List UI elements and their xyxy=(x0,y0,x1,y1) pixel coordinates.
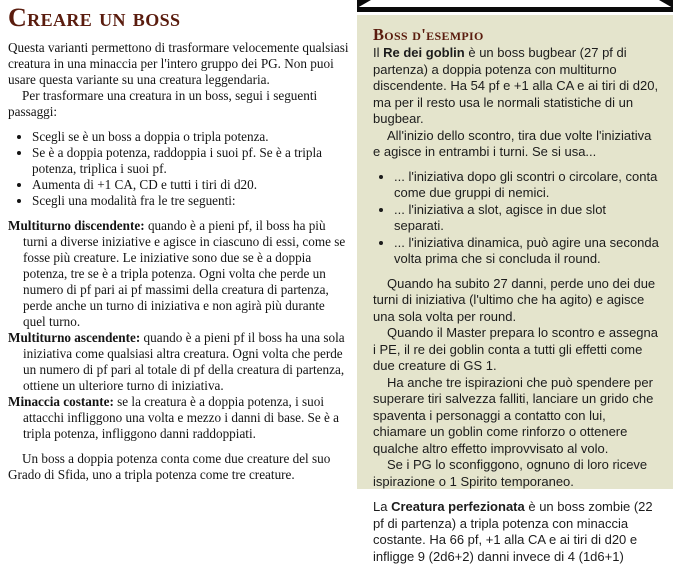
list-item: • ... l'iniziativa dopo gli scontri o circolare, conta come due gruppi di nemici. xyxy=(394,169,659,202)
mode-text: se la creatura è a doppia potenza, i suoi attacchi infliggono una volta e mezzo i danni di base. Se è a tripla potenza, infliggono danni raddoppiati. xyxy=(23,394,340,441)
initiative-lead-paragraph: All'inizio dello scontro, tira due volte l'iniziativa e agisce in entrambi i turni. Se si usa... xyxy=(373,127,652,159)
intro-paragraph: Questa varianti permettono di trasformare velocemente qualsiasi creatura in una minaccia per l'intero gruppo dei PG. Non puoi usare questa variante su una creatura leggendaria. xyxy=(8,40,349,87)
list-item: • Scegli una modalità fra le tre seguenti: xyxy=(32,193,349,209)
main-column xyxy=(8,5,349,483)
mode-paragraph-constant xyxy=(8,394,349,442)
inspiration-paragraph: Ha anche tre ispirazioni che può spendere per superare tiri salvezza falliti, lanciare un grido che spaventa i personaggi a contatto con lui, chiamare un goblin come rinforzo o ottenere qualche altro effetto improvvisato al volo. xyxy=(373,374,654,456)
mode-paragraph-descending xyxy=(8,218,349,330)
mode-label: Multiturno discendente: xyxy=(8,218,145,233)
example-box xyxy=(357,0,673,564)
boss-name: Re dei goblin xyxy=(383,45,465,60)
mode-text: quando è a pieni pf, il boss ha più turni a diverse iniziative e agisce in ciascuno di essi, come se fosse più creature. Le iniziative sono due se è a doppia potenza, tre se è a tripla potenza. Ogni volta che perde un numero di pf pari ai pf massimi della creatura di partenza, perde anche un turno di iniziativa e non agirà più durante quel turno. xyxy=(23,218,346,329)
list-item: • ... l'iniziativa dinamica, può agire una seconda volta prima che si concluda il round. xyxy=(394,235,659,268)
master-paragraph: Quando il Master prepara lo scontro e assegna i PE, il re dei goblin conta a tutti gli effetti come due creature di GS 1. xyxy=(373,325,658,373)
box-top-border xyxy=(357,0,673,15)
page-title: Creare un boss xyxy=(8,3,181,32)
reward-paragraph: Se i PG lo sconfiggono, ognuno di loro riceve ispirazione o 1 Spirito temporaneo. xyxy=(373,457,648,489)
mode-paragraph-ascending xyxy=(8,330,349,394)
mode-label: Multiturno ascendente: xyxy=(8,330,141,345)
steps-list xyxy=(8,129,349,209)
zombie-boss-paragraph xyxy=(373,499,659,565)
steps-lead-paragraph: Per trasformare una creatura in un boss, segui i seguenti passaggi: xyxy=(8,88,318,119)
example-box-body xyxy=(357,15,673,564)
top-border-bar xyxy=(357,7,673,12)
damage-paragraph: Quando ha subito 27 danni, perde uno dei due turni di iniziativa (l'ultimo che ha agito) e agisce una sola volta per round. xyxy=(373,275,656,324)
text-prefix: Il xyxy=(373,45,384,60)
list-item: • Aumenta di +1 CA, CD e tutti i tiri di d20. xyxy=(32,177,349,193)
list-item: • ... l'iniziativa a slot, agisce in due slot separati. xyxy=(394,202,659,235)
list-item: • Se è a doppia potenza, raddoppia i suoi pf. Se è a tripla potenza, triplica i suoi pf. xyxy=(32,145,349,177)
goblin-boss-paragraph xyxy=(373,45,659,128)
boss-name: Creatura perfezionata xyxy=(391,499,525,514)
initiative-options-list xyxy=(373,169,659,268)
list-item: • Scegli se è un boss a doppia o tripla potenza. xyxy=(32,129,349,145)
mode-label: Minaccia costante: xyxy=(8,394,114,409)
text-rest: è un boss bugbear (27 pf di partenza) a doppia potenza con multiturno discendente. Ha 54 pf e +1 alla CA e ai tiri di d20, ma per il resto usa le normali statistiche di un bugbear. xyxy=(373,45,659,126)
sidebar-title: Boss d'esempio xyxy=(373,25,484,44)
mode-text: quando è a pieni pf il boss ha una sola iniziativa come qualsiasi altra creatura. Ogni volta che perde un numero di pf pari al totale di pf della creatura di partenza, ottiene un ulteriore turno di iniziativa. xyxy=(23,330,345,393)
text-rest: è un boss zombie (22 pf di partenza) a tripla potenza con minaccia costante. Ha 66 pf, +1 alla CA e ai tiri di d20 e infligge 9 (2d6+2) danni invece di 4 (1d6+1) xyxy=(373,499,653,564)
text-prefix: La xyxy=(373,499,392,514)
closing-paragraph: Un boss a doppia potenza conta come due creature del suo Grado di Sfida, uno a tripla potenza come tre creature. xyxy=(8,451,331,482)
